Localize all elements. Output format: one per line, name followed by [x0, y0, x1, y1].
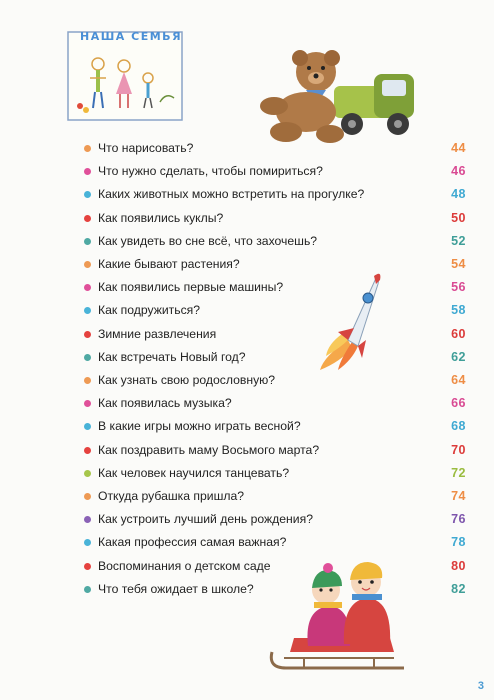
- teddy-bear-truck-illustration: [256, 44, 432, 148]
- family-drawing: [66, 30, 184, 122]
- toc-entry[interactable]: [84, 209, 466, 231]
- toc-entry-title: В какие игры можно играть весной?: [98, 419, 301, 434]
- toc-entry[interactable]: [84, 417, 466, 439]
- toc-entry-page-number: 74: [451, 489, 466, 503]
- bullet-dot-icon: [84, 539, 91, 546]
- toc-entry-title: Как подружиться?: [98, 303, 201, 318]
- bullet-dot-icon: [84, 284, 91, 291]
- toc-entry-title: Как появились куклы?: [98, 210, 224, 225]
- toc-entry[interactable]: [84, 533, 466, 555]
- bullet-dot-icon: [84, 261, 91, 268]
- toc-entry-page-number: 52: [451, 233, 466, 248]
- toc-entry-title: Откуда рубашка пришла?: [98, 489, 245, 503]
- toc-entry-page-number: 62: [451, 349, 466, 364]
- toc-entry-page-number: 60: [451, 326, 466, 341]
- toc-entry[interactable]: [84, 348, 466, 370]
- toc-entry-title: Как появились первые машины?: [98, 280, 284, 295]
- toc-entry[interactable]: [84, 139, 466, 161]
- toc-entry[interactable]: [84, 510, 466, 532]
- bullet-dot-icon: [84, 563, 91, 570]
- toc-entry-page-number: 46: [451, 164, 466, 179]
- bullet-dot-icon: [84, 354, 91, 361]
- toc-entry[interactable]: [84, 441, 466, 463]
- toc-entry-title: Что тебя ожидает в школе?: [98, 581, 254, 596]
- bullet-dot-icon: [84, 586, 91, 593]
- family-drawing-caption: НАША СЕМЬЯ: [80, 30, 183, 43]
- bullet-dot-icon: [84, 215, 91, 222]
- toc-entry[interactable]: [84, 278, 466, 300]
- bullet-dot-icon: [84, 191, 91, 198]
- toc-entry-title: Как узнать свою родословную?: [98, 373, 276, 387]
- toc-entry-page-number: 58: [451, 303, 466, 318]
- toc-entry[interactable]: [84, 557, 466, 579]
- toc-entry[interactable]: [84, 394, 466, 416]
- toc-entry-title: Как поздравить маму Восьмого марта?: [98, 442, 320, 457]
- bullet-dot-icon: [84, 400, 91, 407]
- toc-entry[interactable]: [84, 371, 466, 393]
- toc-entry-page-number: 50: [451, 210, 466, 225]
- toc-entry-page-number: 66: [451, 396, 466, 411]
- toc-entry[interactable]: [84, 162, 466, 184]
- bullet-dot-icon: [84, 447, 91, 454]
- toc-entry-title: Как человек научился танцевать?: [98, 465, 290, 480]
- toc-entry-page-number: 48: [451, 187, 466, 202]
- toc-entry[interactable]: [84, 580, 466, 602]
- toc-entry-page-number: 72: [451, 465, 466, 480]
- bullet-dot-icon: [84, 238, 91, 245]
- toc-entry[interactable]: [84, 487, 466, 509]
- toc-entry-page-number: 70: [451, 442, 466, 457]
- toc-entry[interactable]: [84, 325, 466, 347]
- toc-entry-title: Воспоминания о детском саде: [98, 558, 271, 573]
- page-number: 3: [477, 680, 484, 692]
- toc-entry-title: Каких животных можно встретить на прогулке?: [98, 187, 365, 202]
- toc-entry[interactable]: [84, 255, 466, 277]
- toc-entry-title: Что нужно сделать, чтобы помириться?: [98, 164, 323, 179]
- toc-entry-title: Какие бывают растения?: [98, 257, 240, 271]
- toc-entry-page-number: 82: [451, 581, 466, 596]
- bullet-dot-icon: [84, 423, 91, 430]
- toc-entry-page-number: 68: [451, 419, 466, 434]
- bullet-dot-icon: [84, 516, 91, 523]
- bullet-dot-icon: [84, 493, 91, 500]
- toc-entry-page-number: 56: [451, 280, 466, 295]
- bullet-dot-icon: [84, 307, 91, 314]
- toc-entry[interactable]: [84, 232, 466, 254]
- toc-entry-title: Что нарисовать?: [98, 141, 194, 155]
- bullet-dot-icon: [84, 145, 91, 152]
- bullet-dot-icon: [84, 331, 91, 338]
- toc-entry-page-number: 64: [451, 373, 466, 387]
- toc-entry-title: Как встречать Новый год?: [98, 349, 246, 364]
- toc-entry-page-number: 78: [451, 535, 466, 550]
- toc-entry-title: Как увидеть во сне всё, что захочешь?: [98, 233, 318, 248]
- toc-entry[interactable]: [84, 185, 466, 207]
- toc-entry-title: Какая профессия самая важная?: [98, 535, 287, 550]
- toc-entry-page-number: 76: [451, 512, 466, 527]
- toc-entry-title: Зимние развлечения: [98, 326, 217, 341]
- toc-entry[interactable]: [84, 301, 466, 323]
- toc-entry-page-number: 44: [451, 141, 466, 155]
- toc-entry-page-number: 54: [451, 257, 466, 271]
- bullet-dot-icon: [84, 377, 91, 384]
- bullet-dot-icon: [84, 470, 91, 477]
- toc-entry[interactable]: [84, 464, 466, 486]
- bullet-dot-icon: [84, 168, 91, 175]
- toc-entry-title: Как появилась музыка?: [98, 396, 232, 411]
- toc-entry-title: Как устроить лучший день рождения?: [98, 512, 313, 527]
- toc-entry-page-number: 80: [451, 558, 466, 573]
